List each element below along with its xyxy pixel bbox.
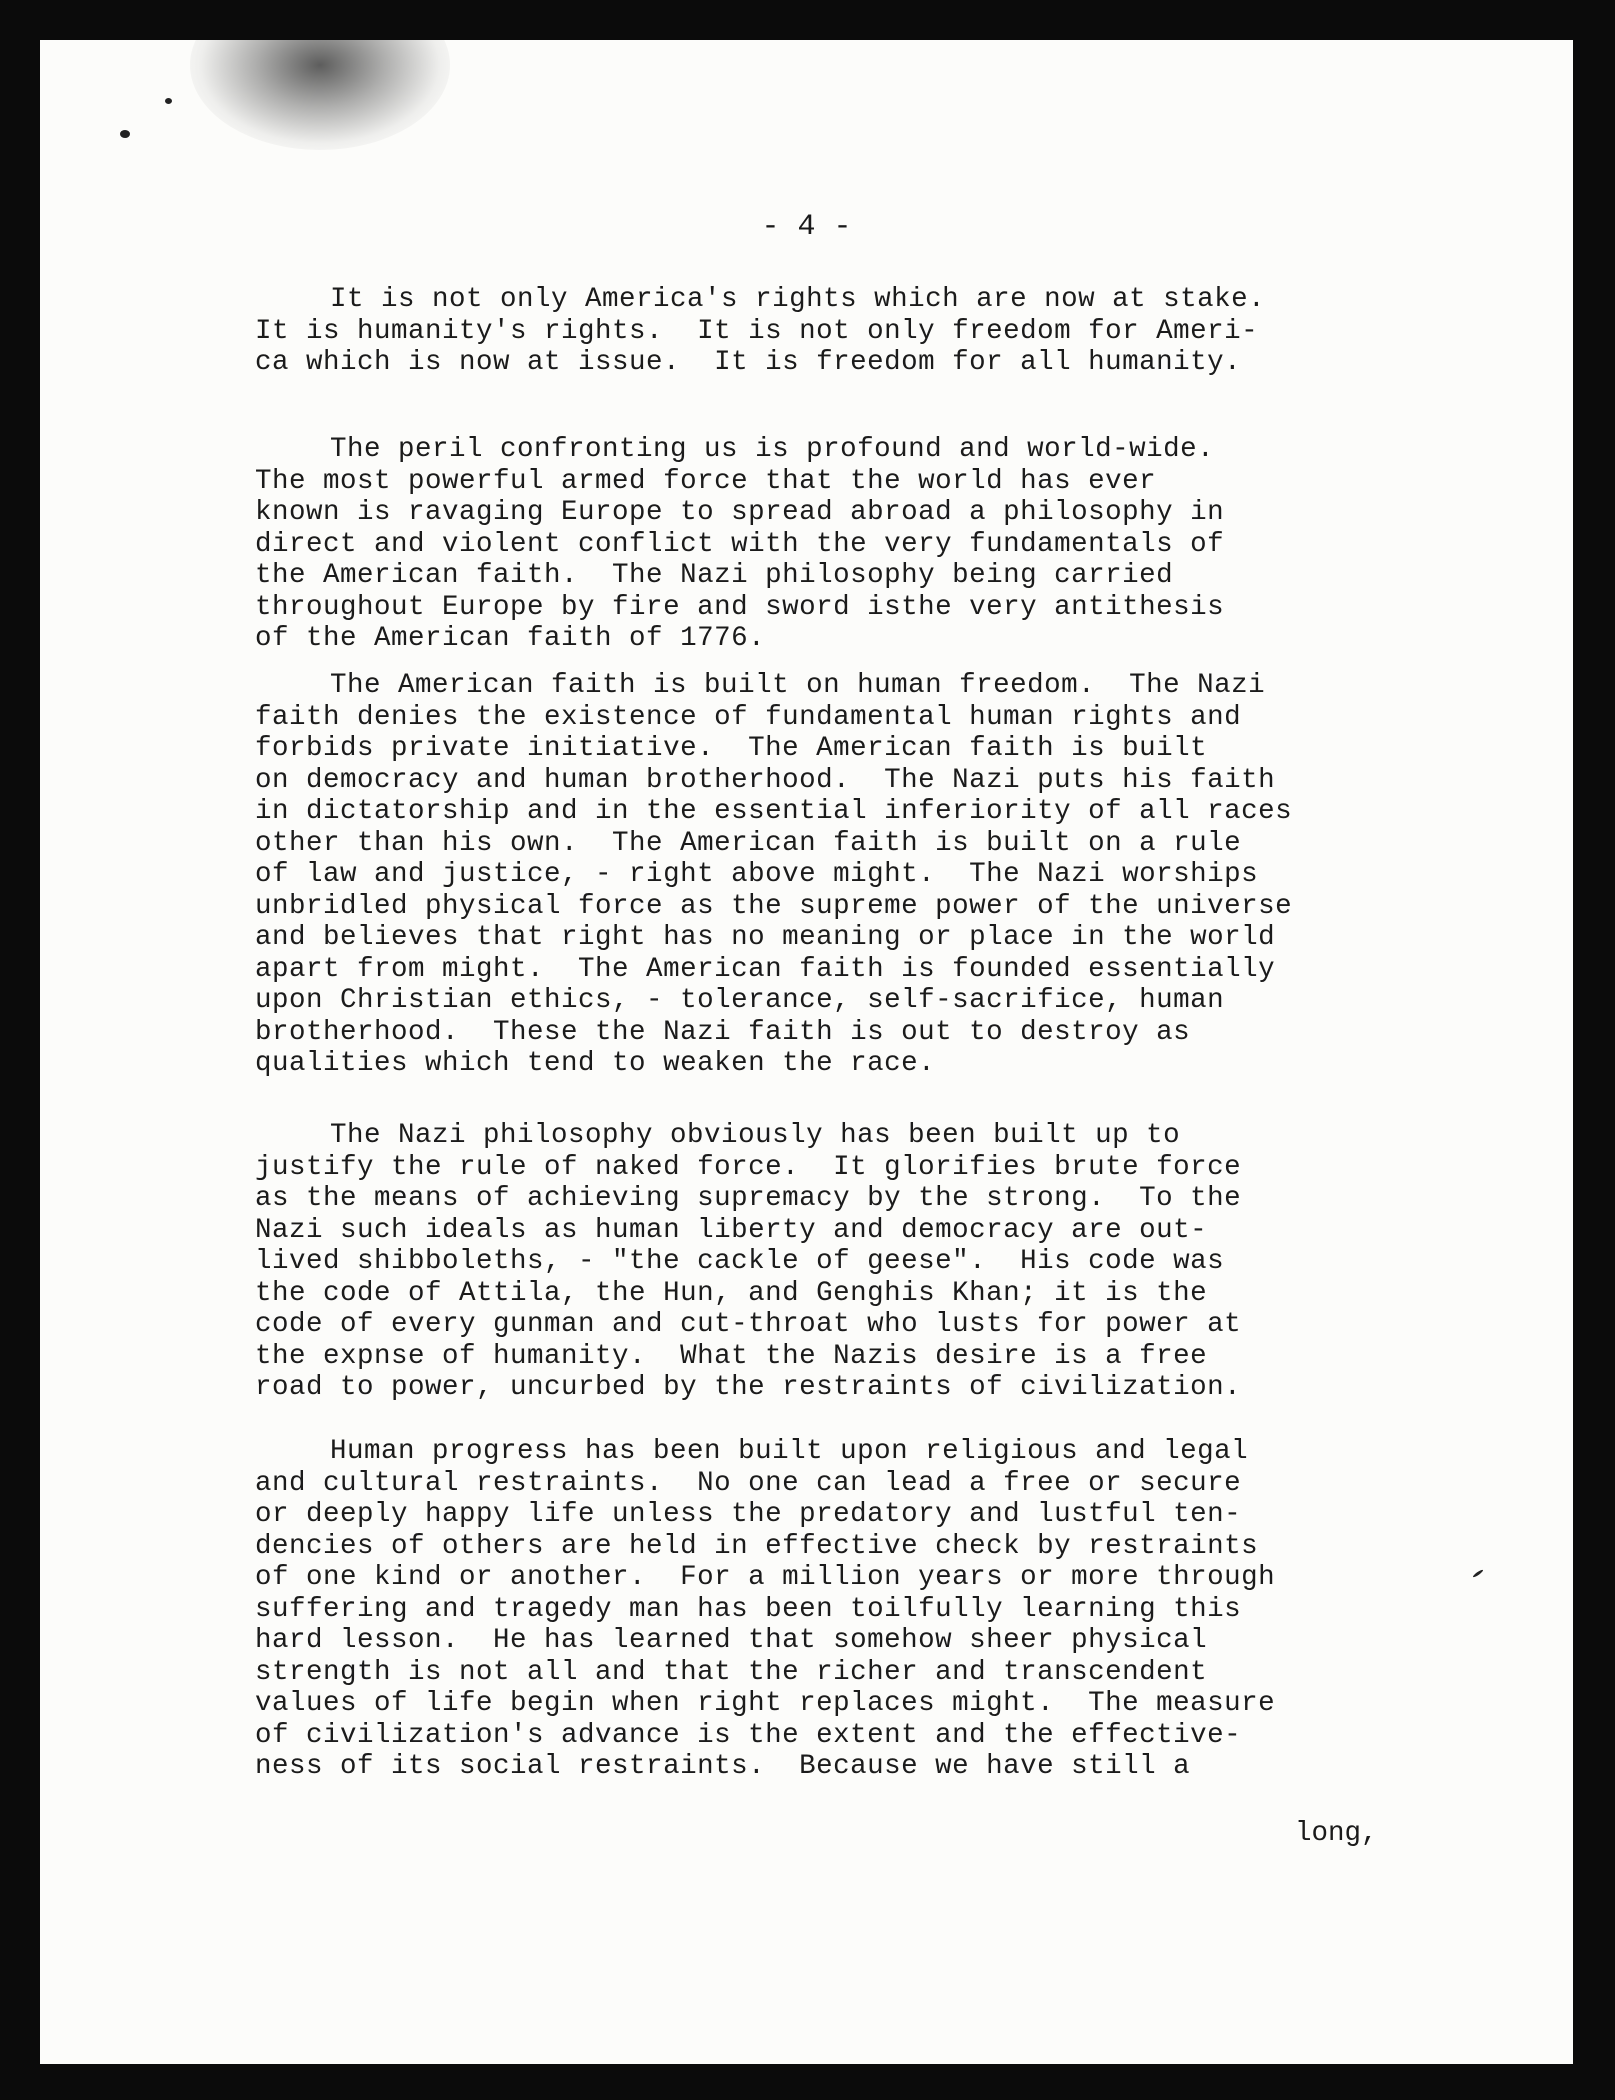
ink-speck [165, 98, 172, 104]
text-line: unbridled physical force as the supreme power of the universe [255, 890, 1293, 922]
text-line: throughout Europe by fire and sword isthe very antithesis [255, 591, 1225, 623]
ink-smudge [190, 40, 450, 150]
text-line: values of life begin when right replaces might. The measure [255, 1688, 1276, 1719]
text-line: brotherhood. These the Nazi faith is out to destroy as [255, 1016, 1191, 1048]
text-line: code of every gunman and cut-throat who lusts for power at [255, 1309, 1242, 1340]
paragraph-3 [255, 670, 1495, 1080]
text-line: The peril confronting us is profound and world-wide. [330, 434, 1215, 465]
text-line: suffering and tragedy man has been toilfully learning this [255, 1593, 1242, 1625]
text-line: The Nazi philosophy obviously has been built up to [330, 1120, 1181, 1151]
text-line: as the means of achieving supremacy by the strong. To the [255, 1183, 1242, 1214]
paragraph-4 [255, 1120, 1495, 1404]
text-line: the expnse of humanity. What the Nazis desire is a free [255, 1340, 1208, 1372]
ink-speck [120, 130, 130, 138]
text-line: It is not only America's rights which are now at stake. [330, 284, 1266, 315]
text-line: or deeply happy life unless the predatory and lustful ten- [255, 1499, 1242, 1530]
text-line: in dictatorship and in the essential inferiority of all races [255, 796, 1293, 827]
text-line: of one kind or another. For a million years or more through [255, 1562, 1276, 1593]
text-line: of civilization's advance is the extent and the effective- [255, 1719, 1242, 1751]
text-line: justify the rule of naked force. It glorifies brute force [255, 1151, 1242, 1183]
text-line: and cultural restraints. No one can lead a free or secure [255, 1467, 1242, 1499]
text-line: The American faith is built on human freedom. The Nazi [330, 670, 1266, 701]
text-line: forbids private initiative. The American faith is built [255, 733, 1208, 764]
text-line: known is ravaging Europe to spread abroad a philosophy in [255, 497, 1225, 528]
text-line: qualities which tend to weaken the race. [255, 1048, 936, 1079]
text-line: lived shibboleths, - "the cackle of geese". His code was [255, 1246, 1225, 1277]
text-line: strength is not all and that the richer and transcendent [255, 1656, 1208, 1688]
text-line: direct and violent conflict with the very fundamentals of [255, 528, 1225, 560]
text-line: Human progress has been built upon religious and legal [330, 1436, 1249, 1467]
text-line: hard lesson. He has learned that somehow sheer physical [255, 1625, 1208, 1656]
paragraph-1 [255, 284, 1495, 379]
text-line: of law and justice, - right above might. The Nazi worships [255, 859, 1259, 890]
text-line: and believes that right has no meaning or place in the world [255, 922, 1276, 953]
text-line: the code of Attila, the Hun, and Genghis Khan; it is the [255, 1277, 1208, 1309]
catchword: long, [1295, 1818, 1378, 1849]
text-line: ness of its social restraints. Because we have still a [255, 1751, 1191, 1782]
text-line: upon Christian ethics, - tolerance, self-sacrifice, human [255, 985, 1225, 1016]
text-line: on democracy and human brotherhood. The Nazi puts his faith [255, 764, 1276, 796]
text-line: dencies of others are held in effective check by restraints [255, 1530, 1259, 1562]
text-line: faith denies the existence of fundamental human rights and [255, 701, 1242, 733]
text-line: other than his own. The American faith is built on a rule [255, 827, 1242, 859]
text-line: apart from might. The American faith is founded essentially [255, 953, 1276, 985]
text-line: Nazi such ideals as human liberty and democracy are out- [255, 1214, 1208, 1246]
text-line: It is humanity's rights. It is not only freedom for Ameri- [255, 315, 1259, 347]
text-line: ca which is now at issue. It is freedom for all humanity. [255, 347, 1242, 378]
page-number: - 4 - [761, 210, 852, 244]
text-line: the American faith. The Nazi philosophy being carried [255, 560, 1174, 591]
text-line: road to power, uncurbed by the restraints of civilization. [255, 1372, 1242, 1403]
paragraph-2 [255, 434, 1495, 655]
document-page [40, 40, 1573, 2064]
text-line: The most powerful armed force that the world has ever [255, 465, 1157, 497]
text-line: of the American faith of 1776. [255, 623, 766, 654]
paragraph-5 [255, 1436, 1495, 1783]
